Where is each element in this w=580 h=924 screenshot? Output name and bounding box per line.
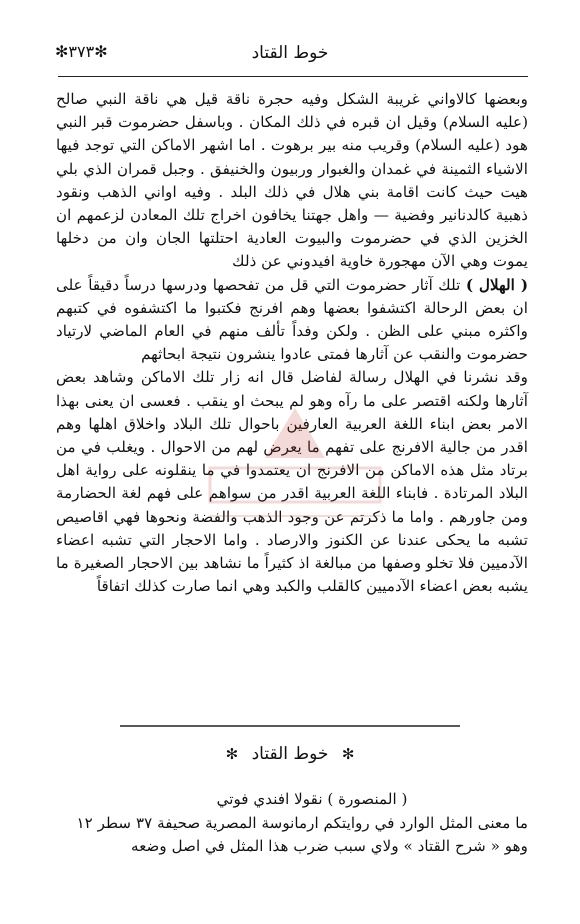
page-number [55,42,108,61]
header-rule [58,76,528,77]
reply-label: ( الهلال ) [465,275,529,294]
query-author: ( المنصورة ) نقولا افندي فوتي [216,790,408,808]
paragraph-text: وبعضها كالاواني غريبة الشكل وفيه حجرة ناقة قيل هي ناقة النبي صالح (عليه السلام) وقيل ان قبره في ذلك المكان . وباسفل حضرموت قبر النبي هود (عليه السلام) وقريب منه بير برهوت . اما اشهر الاماكن التي توجد فيها الاشياء الثمينة في غمدان والغبوار وربيون والخنيفق . وجبل قمران الذي بلي هيت حيث كانت اقامة بني هلال في ذلك البلد . وفيه اواني الذهب ونقود ذهبية كالدنانير وفضية — واهل جهتنا يخافون اخراج تلك المعادن لزعمهم ان الخزين الذي في حضرموت والبيوت العادية احتلتها الجان وان من دخلها يموت وهي الآن مهجورة خاوية افيدوني عن ذلك [56,90,528,271]
paragraph-text: وقد نشرنا في الهلال رسالة لفاضل قال انه زار تلك الاماكن وشاهد بعض آثارها ولكنه اقتصر على ما رآه وهو لم يبحث او ينقب . فعسى ان يعنى بهذا الامر بعض ابناء اللغة العربية العارفين باحوال تلك البلاد واخلاق اهلها وهم اقدر من جالية الافرنج على تفهم ما يعرض لهم من الاحوال . ويغلب في من برتاد مثل هذه الاماكن من الافرنج ان يعتمدوا في ما ينقلونه على رواية اهل البلاد المرتادة . فابناء اللغة العربية اقدر من سواهم على فهم لغة الحضارمة ومن جاورهم . واما ما ذكرتم عن وجود الذهب والفضة ونحوها فهي اقاصيص تشبه ما يحكى عندنا عن الكنوز والارصاد . واما الاحجار التي تشبه اعضاء الآدميين فلا تخلو وصفها من مبالغة اذ كثيراً ما نشاهد بين الاحجار الصغيرة ما يشبه بعض اعضاء الآدميين كالقلب والكبد وهي انما صارت كذلك اتفاقاً [56,368,528,596]
section-title: خوط القتاد [251,744,329,764]
ornament-icon: ✻ [225,745,239,763]
page-number-value: ٣٧٣ [68,42,95,61]
page-header [55,38,525,68]
section-divider [120,721,460,731]
paragraph [56,366,528,598]
article-body [56,88,528,598]
reader-query [56,788,528,859]
paragraph-text: تلك آثار حضرموت التي قل من تفحصها ودرسها درساً دقيقاً على ان بعض الرحالة اكتشفوا بعضها وهم افرنج فكتبوا ما اكتشفوه في كتبهم واكثره مبني على الظن . ولكن وفداً تألف منهم في العام الماضي لارتياد حضرموت والنقب عن آثارها فمتى عادوا ينشرون نتيجة ابحاثهم [56,275,528,364]
paragraph [56,274,528,367]
ornament-icon: ✻ [55,42,69,61]
paragraph [56,88,528,274]
section-heading [0,744,580,764]
ornament-icon: ✻ [94,42,108,61]
running-title: خوط القتاد [251,43,329,63]
ornament-icon: ✻ [341,745,355,763]
query-text: ما معنى المثل الوارد في روايتكم ارمانوسة المصرية صحيفة ٣٧ سطر ١٢ وهو « شرح القتاد » ولاي سبب ضرب هذا المثل في اصل وضعه [76,813,528,855]
